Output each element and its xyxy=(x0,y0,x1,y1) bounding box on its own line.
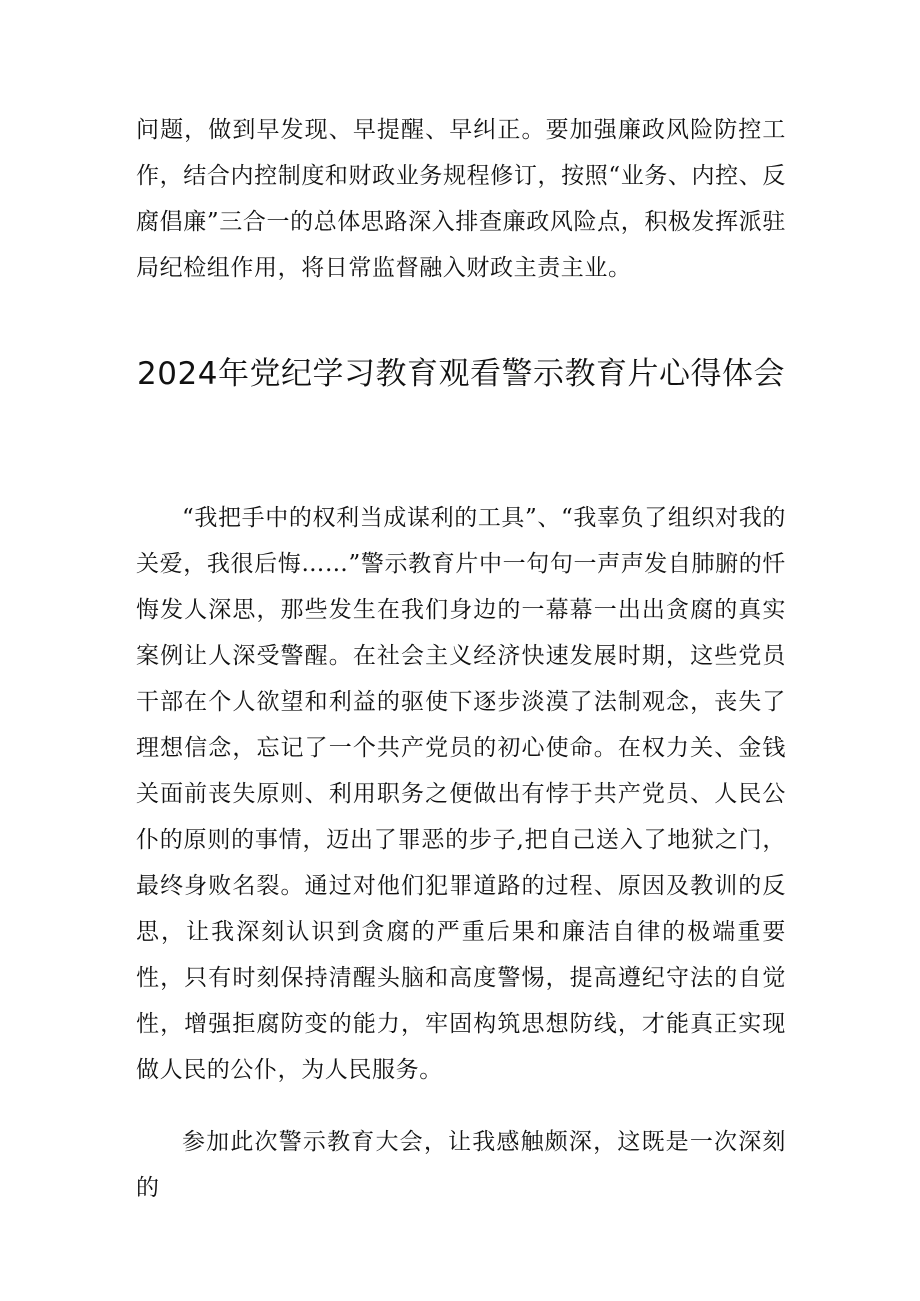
lead-paragraph: 问题，做到早发现、早提醒、早纠正。要加强廉政风险防控工作，结合内控制度和财政业务规程修订，按照“业务、内控、反腐倡廉”三合一的总体思路深入排查廉政风险点，积极发挥派驻局纪检组作用，将日常监督融入财政主责主业。 xyxy=(136,117,786,281)
body-paragraph-1: “我把手中的权利当成谋利的工具”、“我辜负了组织对我的关爱，我很后悔……”警示教育片中一句句一声声发自肺腑的忏悔发人深思，那些发生在我们身边的一幕幕一出出贪腐的真实案例让人深受警醒。在社会主义经济快速发展时期，这些党员干部在个人欲望和利益的驱使下逐步淡漠了法制观念，丧失了理想信念，忘记了一个共产党员的初心使命。在权力关、金钱关面前丧失原则、利用职务之便做出有悖于共产党员、人民公仆的原则的事情，迈出了罪恶的步子,把自己送入了地狱之门，最终身败名裂。通过对他们犯罪道路的过程、原因及教训的反思，让我深刻认识到贪腐的严重后果和廉洁自律的极端重要性，只有时刻保持清醒头脑和高度警惕，提高遵纪守法的自觉性，增强拒腐防变的能力，牢固构筑思想防线，才能真正实现做人民的公仆，为人民服务。 xyxy=(136,505,786,1083)
body-paragraph-2: 参加此次警示教育大会，让我感触颇深，这既是一次深刻的 xyxy=(136,1129,786,1201)
document-title: 2024年党纪学习教育观看警示教育片心得体会 xyxy=(137,356,785,392)
